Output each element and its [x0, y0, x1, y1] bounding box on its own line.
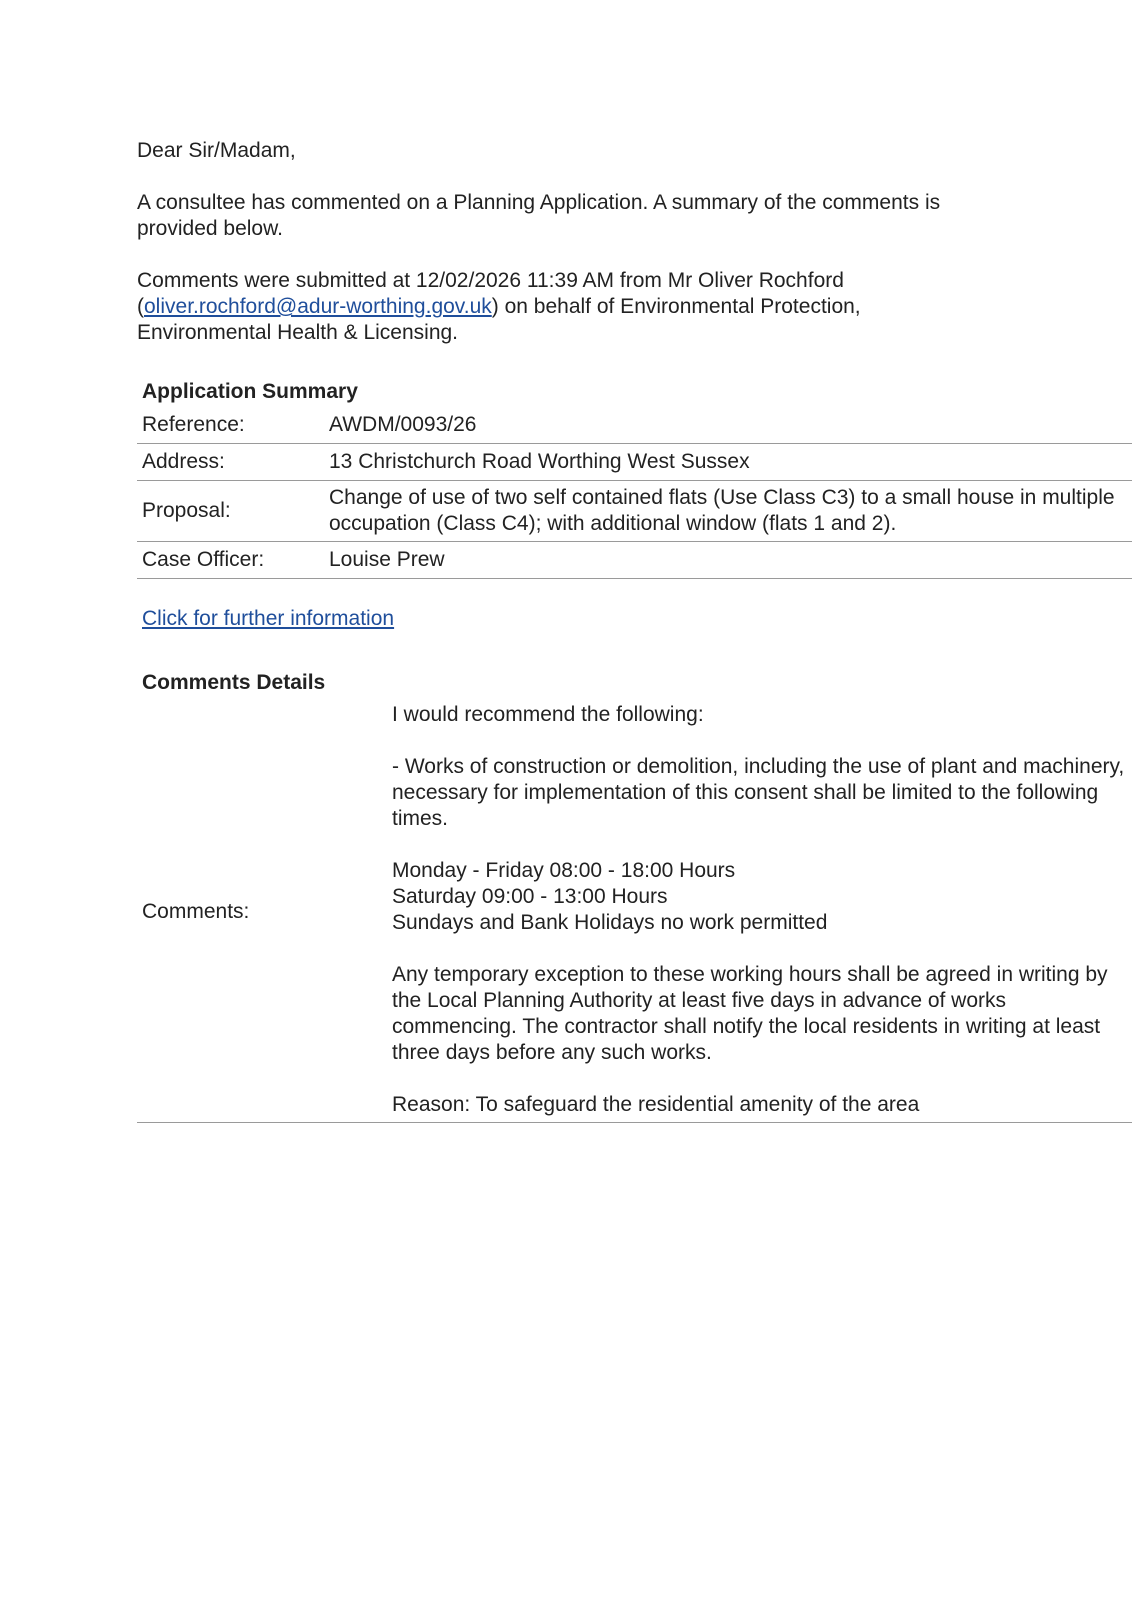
table-row [137, 407, 1132, 444]
comments-row [137, 702, 1132, 1123]
submission-prefix: Comments were submitted at 12/02/2026 11:39 AM from Mr Oliver Rochford ( [137, 269, 844, 318]
comments-details [137, 668, 1132, 1123]
summary-intro [137, 190, 1017, 242]
greeting-text: Dear Sir/Madam, [137, 139, 296, 162]
table-row [137, 444, 1132, 481]
proposal-label: Proposal: [137, 481, 324, 542]
address-value: 13 Christchurch Road Worthing West Sussex [324, 444, 1132, 481]
further-information-link[interactable]: Click for further information [142, 607, 395, 630]
sunday-hours: Sundays and Bank Holidays no work permitted [392, 911, 828, 934]
comments-body [392, 702, 1132, 1122]
case-officer-label: Case Officer: [137, 542, 324, 579]
reference-value: AWDM/0093/26 [324, 407, 1132, 444]
application-summary-table [137, 407, 1132, 579]
address-label: Address: [137, 444, 324, 481]
submission-info [137, 268, 1017, 346]
application-summary [137, 377, 1132, 579]
comments-label: Comments: [142, 900, 250, 923]
table-row [137, 542, 1132, 579]
case-officer-value: Louise Prew [324, 542, 1132, 579]
saturday-hours: Saturday 09:00 - 13:00 Hours [392, 885, 668, 908]
comment-paragraph: - Works of construction or demolition, including the use of plant and machinery, necessary for implementation of this consent shall be limited to the following times. [392, 755, 1125, 830]
summary-intro-text: A consultee has commented on a Planning Application. A summary of the comments is provided below. [137, 191, 941, 240]
greeting [137, 138, 1017, 164]
application-summary-heading: Application Summary [142, 380, 358, 403]
comment-paragraph: I would recommend the following: [392, 703, 704, 726]
table-row [137, 481, 1132, 542]
submission-suffix: ) on behalf of Environmental Protection, Environmental Health & Licensing. [137, 295, 861, 344]
submission-info-text [137, 268, 927, 346]
consultee-email-link[interactable]: oliver.rochford@adur-worthing.gov.uk [144, 295, 492, 318]
comment-paragraph: Reason: To safeguard the residential amenity of the area [392, 1093, 920, 1116]
weekday-hours: Monday - Friday 08:00 - 18:00 Hours [392, 859, 736, 882]
comment-paragraph: Any temporary exception to these working hours shall be agreed in writing by the Local Planning Authority at least five days in advance of works commencing. The contractor shall notify the local residents in writing at least three days before any such works. [392, 963, 1108, 1064]
working-hours [392, 858, 1132, 936]
reference-label: Reference: [137, 407, 324, 444]
proposal-value: Change of use of two self contained flats (Use Class C3) to a small house in multiple occupation (Class C4); with additional window (flats 1 and 2). [324, 481, 1132, 542]
comments-details-heading: Comments Details [142, 671, 326, 694]
